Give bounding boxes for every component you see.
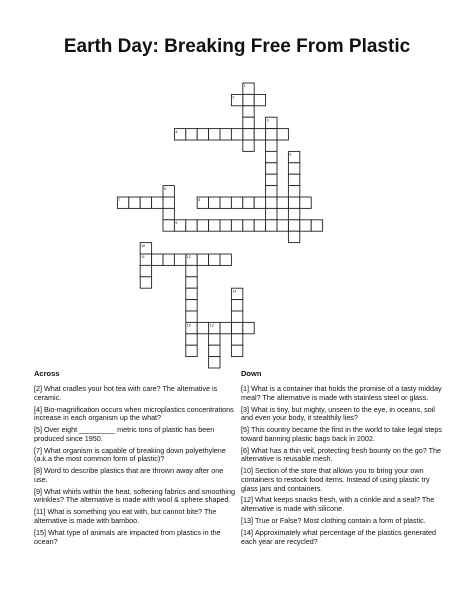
- clue-number: [12]: [241, 495, 253, 505]
- crossword-cell[interactable]: [152, 197, 163, 208]
- clue-number: [4]: [34, 404, 42, 414]
- clue-text: What is a container that holds the promise of a tasty midday meal? The alternative is made with stainless steel or glass.: [241, 384, 442, 402]
- crossword-cell[interactable]: [186, 220, 197, 231]
- clue-number: [13]: [241, 516, 253, 526]
- crossword-cell[interactable]: [254, 220, 265, 231]
- clue-number: [11]: [34, 507, 46, 517]
- crossword-cell[interactable]: [277, 220, 288, 231]
- crossword-cell[interactable]: [209, 220, 220, 231]
- crossword-cell[interactable]: [209, 334, 220, 345]
- crossword-cell[interactable]: [277, 129, 288, 140]
- crossword-cell[interactable]: [300, 220, 311, 231]
- clue-text: What has a thin veil, protecting fresh bounty on the go? The alternative is reusable mesh.: [241, 445, 442, 464]
- crossword-cell[interactable]: [288, 231, 299, 242]
- crossword-cell[interactable]: [288, 174, 299, 185]
- crossword-cell[interactable]: [300, 197, 311, 208]
- down-clue: [241, 496, 445, 513]
- crossword-cell[interactable]: [209, 197, 220, 208]
- crossword-cell[interactable]: [186, 129, 197, 140]
- crossword-cell[interactable]: [243, 129, 254, 140]
- clue-number: [5]: [34, 425, 42, 435]
- crossword-cell[interactable]: [186, 277, 197, 288]
- crossword-cell[interactable]: [266, 174, 277, 185]
- clue-text: What type of animals are impacted from plastics in the ocean?: [34, 528, 221, 546]
- crossword-cell[interactable]: [197, 129, 208, 140]
- clue-number: [7]: [34, 445, 42, 455]
- clue-number: [9]: [34, 486, 42, 496]
- clue-text: This country became the first in the world to take legal steps toward banning plastic bags back in 2002.: [241, 425, 442, 443]
- clue-text: Over eight _________ metric tons of plastic has been produced since 1950.: [34, 425, 215, 443]
- grid-clue-number: 6: [289, 152, 292, 157]
- crossword-cell[interactable]: [163, 197, 174, 208]
- grid-clue-number: 4: [175, 129, 178, 134]
- crossword-cell[interactable]: [266, 186, 277, 197]
- crossword-cell[interactable]: [220, 322, 231, 333]
- crossword-cell[interactable]: [186, 288, 197, 299]
- clue-text: What cradles your hot tea with care? The alternative is ceramic.: [34, 384, 218, 402]
- clue-number: [10]: [241, 466, 253, 476]
- crossword-cell[interactable]: [209, 345, 220, 356]
- crossword-cell[interactable]: [311, 220, 322, 231]
- clue-text: What is something you eat with, but cannot bite? The alternative is made with bamboo.: [34, 507, 217, 526]
- crossword-cell[interactable]: [186, 311, 197, 322]
- crossword-cell[interactable]: [266, 163, 277, 174]
- crossword-cell[interactable]: [163, 254, 174, 265]
- clue-text: Word to describe plastics that are thrown away after one use.: [34, 466, 224, 484]
- crossword-cell[interactable]: [288, 163, 299, 174]
- crossword-cell[interactable]: [186, 300, 197, 311]
- across-clue: [34, 488, 238, 505]
- grid-clue-number: 12: [186, 255, 191, 260]
- crossword-cell[interactable]: [152, 254, 163, 265]
- crossword-cell[interactable]: [220, 197, 231, 208]
- down-clue-list: [241, 385, 445, 550]
- crossword-cell[interactable]: [231, 345, 242, 356]
- crossword-cell[interactable]: [209, 357, 220, 368]
- crossword-cell[interactable]: [231, 129, 242, 140]
- clue-number: [14]: [241, 528, 253, 538]
- clue-number: [6]: [241, 445, 249, 455]
- crossword-cell[interactable]: [197, 254, 208, 265]
- crossword-cell[interactable]: [266, 197, 277, 208]
- across-heading: Across: [34, 369, 60, 378]
- down-clue: [241, 467, 445, 493]
- crossword-cell[interactable]: [243, 94, 254, 105]
- crossword-cell[interactable]: [220, 129, 231, 140]
- crossword-cell[interactable]: [231, 197, 242, 208]
- clue-number: [5]: [241, 425, 249, 435]
- crossword-cell[interactable]: [266, 140, 277, 151]
- page-title: Earth Day: Breaking Free From Plastic: [63, 36, 411, 57]
- across-clue: [34, 385, 238, 402]
- down-clue: [241, 529, 445, 546]
- crossword-cell[interactable]: [186, 265, 197, 276]
- crossword-cell[interactable]: [288, 208, 299, 219]
- clue-number: [3]: [241, 404, 249, 414]
- crossword-cell[interactable]: [140, 197, 151, 208]
- crossword-cell[interactable]: [209, 254, 220, 265]
- across-clue-list: [34, 385, 238, 550]
- clue-text: What is tiny, but mighty, unseen to the eye, in oceans, soil and even your body, it stealthily lies?: [241, 404, 435, 423]
- crossword-cell[interactable]: [186, 334, 197, 345]
- grid-clue-number: 5: [164, 186, 166, 191]
- crossword-cell[interactable]: [129, 197, 140, 208]
- crossword-cell[interactable]: [163, 208, 174, 219]
- across-clue: [34, 467, 238, 484]
- down-clue: [241, 517, 445, 526]
- clue-number: [8]: [34, 466, 42, 476]
- across-clue: [34, 426, 238, 443]
- crossword-cell[interactable]: [266, 208, 277, 219]
- crossword-cell[interactable]: [231, 300, 242, 311]
- crossword-cell[interactable]: [243, 322, 254, 333]
- across-clue: [34, 447, 238, 464]
- grid-clue-number: 9: [175, 221, 178, 225]
- crossword-cell[interactable]: [140, 265, 151, 276]
- clue-text: Section of the store that allows you to bring your own containers to restock food items. Instead of using plastic try glass jars and containers.: [241, 466, 430, 493]
- across-clue: [34, 529, 238, 546]
- crossword-cell[interactable]: [288, 197, 299, 208]
- clue-text: What keeps snacks fresh, with a crinkle and a seal? The alternative is made with silicone.: [241, 495, 435, 514]
- crossword-cell[interactable]: [174, 254, 185, 265]
- clue-text: True or False? Most clothing contain a form of plastic.: [255, 516, 426, 526]
- crossword-cell[interactable]: [209, 129, 220, 140]
- crossword-cell[interactable]: [231, 334, 242, 345]
- grid-clue-number: 7: [118, 198, 121, 203]
- crossword-cell[interactable]: [254, 129, 265, 140]
- crossword-cell[interactable]: [231, 220, 242, 231]
- crossword-cell[interactable]: [266, 129, 277, 140]
- grid-clue-number: 1: [243, 84, 246, 89]
- grid-clue-number: 13: [209, 323, 214, 328]
- crossword-cell[interactable]: [197, 220, 208, 231]
- crossword-cell[interactable]: [243, 106, 254, 117]
- crossword-cell[interactable]: [243, 117, 254, 128]
- down-clue: [241, 406, 445, 423]
- crossword-cell[interactable]: [186, 345, 197, 356]
- crossword-cell[interactable]: [140, 277, 151, 288]
- crossword-cell[interactable]: [254, 94, 265, 105]
- down-heading: Down: [241, 369, 262, 378]
- crossword-cell[interactable]: [288, 186, 299, 197]
- grid-clue-number: 11: [141, 255, 145, 260]
- down-clue: [241, 447, 445, 464]
- crossword-cell[interactable]: [163, 220, 174, 231]
- grid-clue-number: 14: [232, 289, 237, 294]
- clue-number: [2]: [34, 384, 42, 393]
- down-clue: [241, 426, 445, 443]
- grid-clue-number: 15: [186, 323, 191, 328]
- crossword-cell[interactable]: [243, 220, 254, 231]
- across-clue: [34, 406, 238, 423]
- clue-number: [1]: [241, 384, 249, 393]
- clue-text: What organism is capable of breaking down polyethylene (a.k.a the most common form of plastic)?: [34, 445, 226, 464]
- clue-number: [15]: [34, 528, 46, 538]
- crossword-cell[interactable]: [231, 311, 242, 322]
- grid-clue-number: 2: [232, 95, 235, 100]
- crossword-cell[interactable]: [220, 254, 231, 265]
- across-clue: [34, 508, 238, 525]
- crossword-cell[interactable]: [243, 197, 254, 208]
- grid-clue-number: 10: [141, 243, 146, 248]
- crossword-cell[interactable]: [220, 220, 231, 231]
- crossword-cell[interactable]: [288, 220, 299, 231]
- crossword-cell[interactable]: [197, 322, 208, 333]
- crossword-cell[interactable]: [243, 140, 254, 151]
- clue-text: What whirls within the heat, softening fabrics and smoothing wrinkles? The alternative is made with wool & sphere shaped.: [34, 486, 235, 505]
- clue-text: Approximately what percentage of the plastics generated each year are recycled?: [241, 528, 436, 546]
- down-clue: [241, 385, 445, 402]
- crossword-cell[interactable]: [266, 220, 277, 231]
- grid-clue-number: 3: [266, 118, 269, 123]
- crossword-cell[interactable]: [254, 197, 265, 208]
- clue-text: Bio-magnification occurs when microplastics concentrations increase in each organism up the what?: [34, 404, 234, 423]
- grid-clue-number: 8: [198, 198, 201, 203]
- crossword-cell[interactable]: [266, 151, 277, 162]
- crossword-cell[interactable]: [277, 197, 288, 208]
- crossword-cell[interactable]: [231, 322, 242, 333]
